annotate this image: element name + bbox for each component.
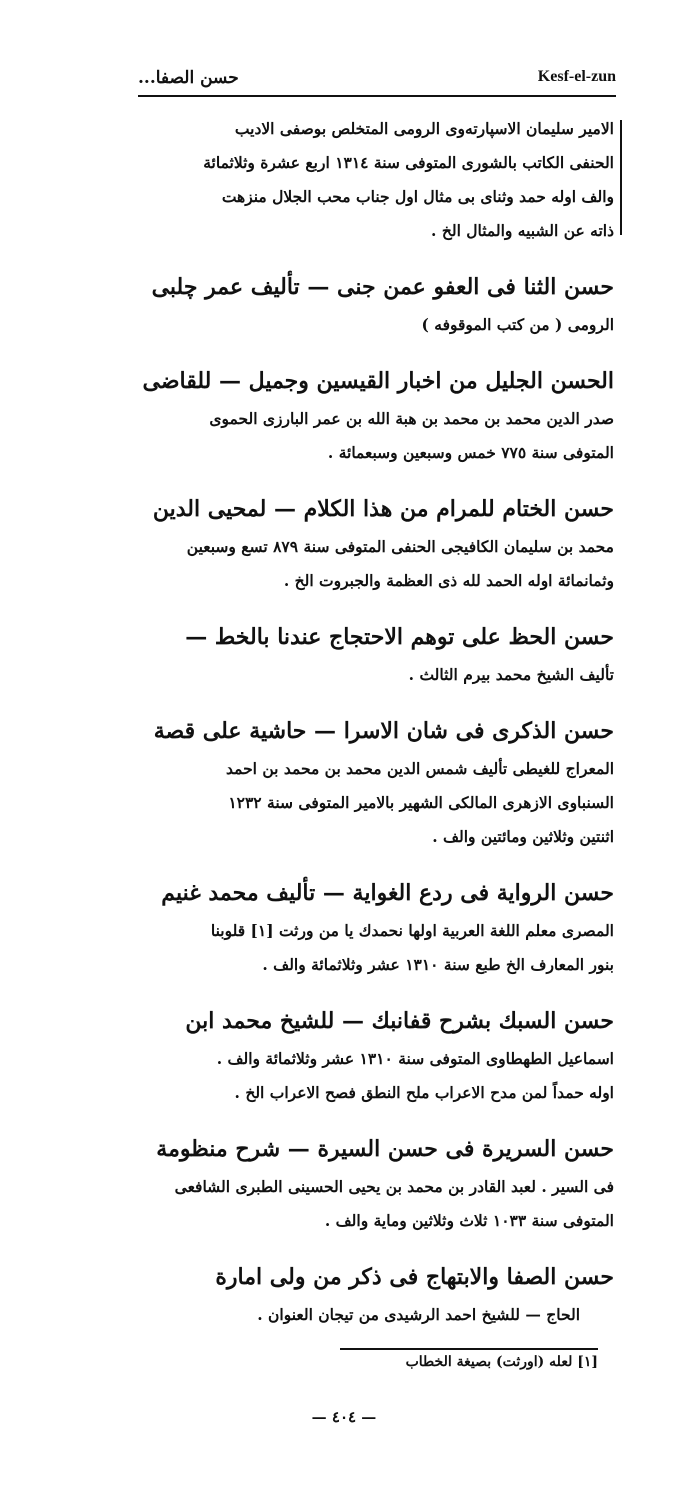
page-body — [136, 112, 614, 1350]
entry-text: السنباوى الازهرى المالكى الشهير بالامير المتوفى سنة ١٢٣٢ — [228, 793, 614, 812]
entry-text: تأليف الشيخ محمد بيرم الثالث . — [408, 665, 614, 684]
entry-text: ذاته عن الشبيه والمثال الخ . — [431, 221, 614, 240]
entry-text: اوله حمداً لمن مدح الاعراب ملح النطق فصح الاعراب الخ . — [234, 1083, 614, 1102]
entry-text: اثنتين وثلاثين ومائتين والف . — [432, 827, 614, 846]
entry-text: بنور المعارف الخ طبع سنة ١٣١٠ عشر وثلاثمائة والف . — [262, 955, 614, 974]
entry — [136, 1128, 614, 1238]
entry — [136, 488, 614, 598]
entry-text: فى السير . لعبد القادر بن محمد بن يحيى الحسينى الطبرى الشافعى — [174, 1177, 614, 1196]
running-title: حسن الصفا... — [138, 68, 239, 88]
footnote: [١] لعله (اورثت) بصيغة الخطاب — [340, 1348, 598, 1370]
book-title: Kesf-el-zun — [537, 68, 616, 85]
entry — [136, 872, 614, 982]
entry-heading: حسن الختام للمرام من هذا الكلام — لمحيى الدين — [152, 496, 614, 522]
entry-heading: حسن الذكرى فى شان الاسرا — حاشية على قصة — [153, 718, 614, 744]
entry — [136, 1256, 614, 1332]
entry-text: المصرى معلم اللغة العربية اولها نحمدك يا من ورثت [١] قلوبنا — [210, 921, 614, 940]
entry-text: المتوفى سنة ٧٧٥ خمس وسبعين وسبعمائة . — [327, 443, 614, 462]
entry-text: الحنفى الكاتب بالشورى المتوفى سنة ١٣١٤ اربع عشرة وثلاثمائة — [203, 153, 614, 172]
entry-text: الحاج — للشيخ احمد الرشيدى من تيجان العنوان . — [257, 1305, 580, 1324]
entry-heading: حسن الرواية فى ردع الغواية — تأليف محمد غنيم — [161, 880, 614, 906]
entry-heading: حسن السريرة فى حسن السيرة — شرح منظومة — [156, 1136, 614, 1162]
entry-heading: الحسن الجليل من اخبار القيسين وجميل — للقاضى — [142, 368, 614, 394]
page-header — [138, 62, 616, 102]
entry-text: اسماعيل الطهطاوى المتوفى سنة ١٣١٠ عشر وثلاثمائة والف . — [216, 1049, 614, 1068]
page-number: — ٤٠٤ — — [311, 1408, 377, 1426]
entry-text: الامير سليمان الاسپارته‌وى الرومى المتخلص بوصفى الاديب — [234, 119, 614, 138]
entry-text: صدر الدين محمد بن محمد بن هبة الله بن عمر البارزى الحموى — [209, 409, 614, 428]
entry-text: محمد بن سليمان الكافيجى الحنفى المتوفى سنة ٨٧٩ تسع وسبعين — [186, 537, 614, 556]
entry-heading: حسن الحظ على توهم الاحتجاج عندنا بالخط — — [185, 624, 614, 650]
entry-text: المتوفى سنة ١٠٣٣ ثلاث وثلاثين وماية والف . — [324, 1211, 614, 1230]
entry — [136, 266, 614, 342]
entry-heading: حسن الثنا فى العفو عمن جنى — تأليف عمر چلبى — [151, 274, 614, 300]
entry-text: المعراج للغيطى تأليف شمس الدين محمد بن محمد بن احمد — [225, 759, 614, 778]
margin-line — [620, 120, 622, 235]
entry-continuation — [136, 112, 614, 248]
entry — [136, 710, 614, 854]
entry-heading: حسن الصفا والابتهاج فى ذكر من ولى امارة — [215, 1264, 614, 1290]
entry-text: والف اوله حمد وثناى بى مثال اول جناب محب الجلال منزهت — [221, 187, 614, 206]
entry — [136, 1000, 614, 1110]
entry — [136, 616, 614, 692]
entry-text: الرومى ( من كتب الموقوفه ) — [421, 315, 614, 334]
entry — [136, 360, 614, 470]
entry-heading: حسن السبك بشرح قفانبك — للشيخ محمد ابن — [185, 1008, 614, 1034]
header-rule — [138, 95, 616, 97]
entry-text: وثمانمائة اوله الحمد لله ذى العظمة والجبروت الخ . — [283, 571, 614, 590]
